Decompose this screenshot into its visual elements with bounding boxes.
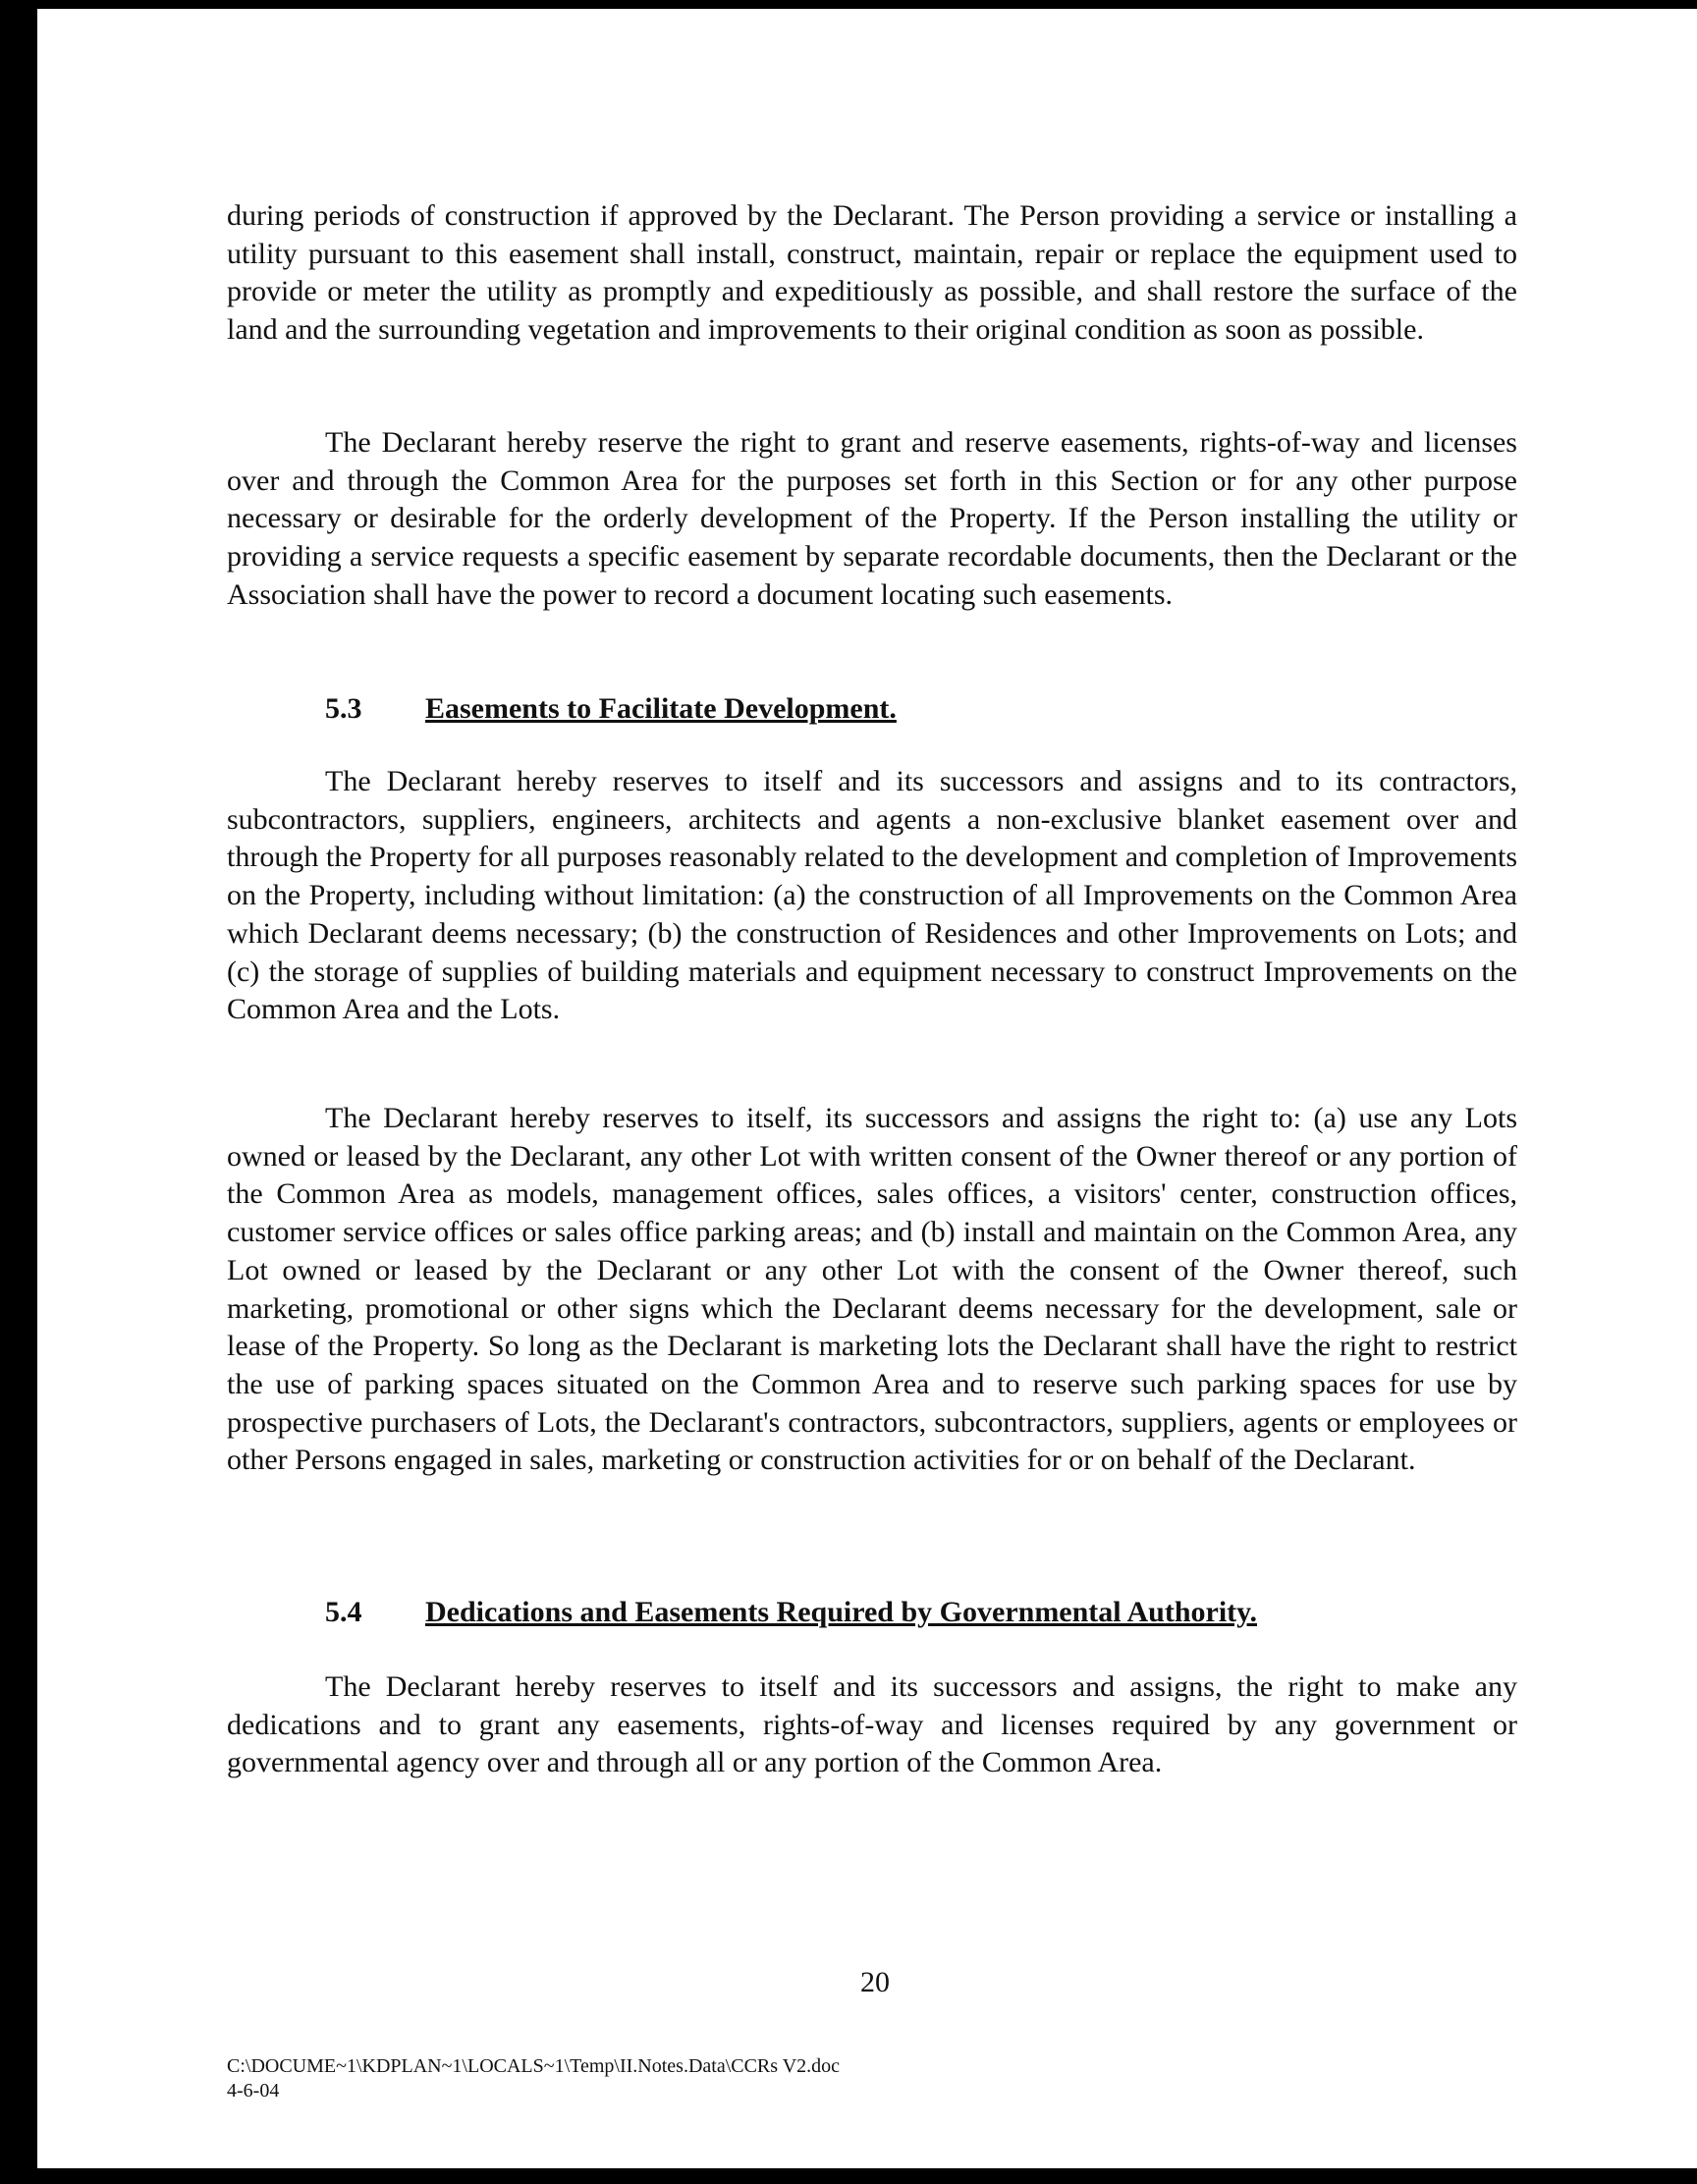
section-heading-5-3 [325,690,897,729]
scan-border-top [0,0,1697,9]
document-date: 4-6-04 [227,2080,280,2102]
document-footer [227,2054,840,2103]
scan-border-left [0,0,37,2184]
section-title: Easements to Facilitate Development. [425,692,897,725]
paragraph-reserve-right: The Declarant hereby reserve the right to grant and reserve easements, rights-of-way and licenses over and through the Common Area for the purposes set forth in this Section or for any other purpose necessary or desirable for the orderly development of the Property. If the Person installing the utility or providing a service requests a specific easement by separate recordable documents, then the Declarant or the Association shall have the power to record a document locating such easements. [227,426,1517,611]
paragraph-continuation: during periods of construction if approved by the Declarant. The Person providing a service or installing a utility pursuant to this easement shall install, construct, maintain, repair or replace the equipment used to provide or meter the utility as promptly and expeditiously as possible, and shall restore the surface of the land and the surrounding vegetation and improvements to their original condition as soon as possible. [227,199,1517,347]
scan-border-bottom [0,2168,1697,2184]
paragraph-development-easement: The Declarant hereby reserves to itself and its successors and assigns and to its contractors, subcontractors, suppliers, engineers, architects and agents a non-exclusive blanket easement over and through the Property for all purposes reasonably related to the development and completion of Improvements on the Property, including without limitation: (a) the construction of all Improvements on the Common Area which Declarant deems necessary; (b) the construction of Residences and other Improvements on Lots; and (c) the storage of supplies of building materials and equipment necessary to construct Improvements on the Common Area and the Lots. [227,765,1517,1026]
file-path: C:\DOCUME~1\KDPLAN~1\LOCALS~1\Temp\II.Notes.Data\CCRs V2.doc [227,2055,841,2077]
section-title: Dedications and Easements Required by Governmental Authority. [425,1596,1257,1628]
section-heading-5-4 [325,1594,1257,1632]
section-number: 5.3 [325,692,362,725]
section-number: 5.4 [325,1596,362,1628]
paragraph-marketing-rights: The Declarant hereby reserves to itself, its successors and assigns the right to: (a) use any Lots owned or leased by the Declarant, any other Lot with written consent of the Owner thereof or any portion of the Common Area as models, management offices, sales offices, a visitors' center, construction offices, customer service offices or sales office parking areas; and (b) install and maintain on the Common Area, any Lot owned or leased by the Declarant or any other Lot with the consent of the Owner thereof, such marketing, promotional or other signs which the Declarant deems necessary for the development, sale or lease of the Property. So long as the Declarant is marketing lots the Declarant shall have the right to restrict the use of parking spaces situated on the Common Area and to reserve such parking spaces for use by prospective purchasers of Lots, the Declarant's contractors, subcontractors, suppliers, agents or employees or other Persons engaged in sales, marketing or construction activities for or on behalf of the Declarant. [227,1102,1517,1477]
paragraph-dedications: The Declarant hereby reserves to itself and its successors and assigns, the right to make any dedications and to grant any easements, rights-of-way and licenses required by any government or governmental agency over and through all or any portion of the Common Area. [227,1670,1517,1779]
page-number: 20 [860,1966,890,1998]
